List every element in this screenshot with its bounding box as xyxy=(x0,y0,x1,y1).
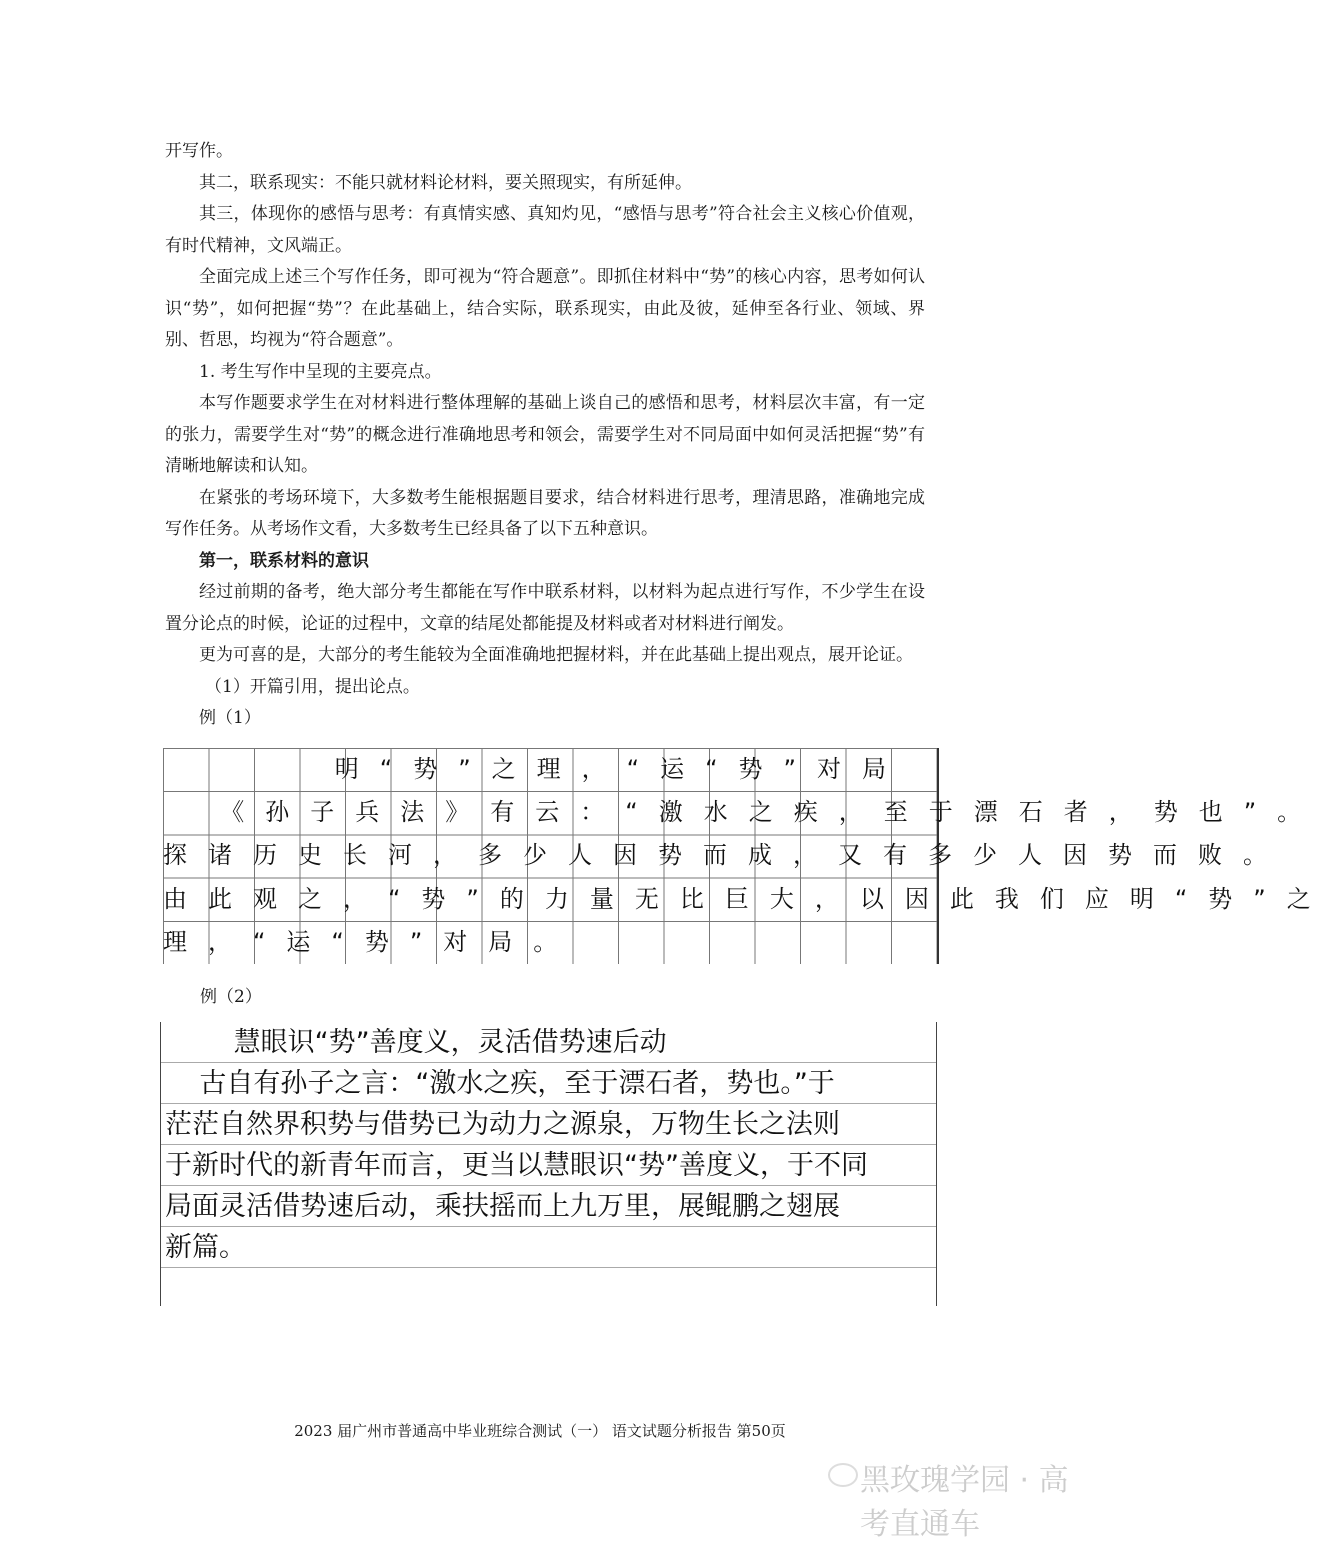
paragraph: 在紧张的考场环境下，大多数考生能根据题目要求，结合材料进行思考，理清思路，准确地完成写作任务。从考场作文看，大多数考生已经具备了以下五种意识。 xyxy=(165,487,925,539)
handwritten-row: 明“势”之理，“运“势”对局 xyxy=(163,755,907,783)
handwritten-line: 新篇。 xyxy=(165,1232,246,1263)
handwritten-row: 探诸历史长河，多少人因势而成，又有多少人因势而败。 xyxy=(163,841,1288,870)
handwritten-example-1 xyxy=(163,748,1332,964)
handwritten-line: 于新时代的新青年而言，更当以慧眼识“势”善度义，于不同 xyxy=(165,1150,868,1181)
paragraph: 其二，联系现实：不能只就材料论材料，要关照现实，有所延伸。 xyxy=(199,172,692,193)
paragraph: 开写作。 xyxy=(165,141,233,161)
paragraph: （1）开篇引用，提出论点。 xyxy=(205,676,420,697)
handwritten-example-2 xyxy=(160,1022,937,1306)
handwritten-row: 理，“运“势”对局。 xyxy=(163,927,579,956)
paragraph: 其三，体现你的感悟与思考：有真情实感、真知灼见，“感悟与思考”符合社会主义核心价值观，有时代精神，文风端正。 xyxy=(165,204,925,256)
wechat-icon xyxy=(828,1463,858,1487)
paragraph: 第一，联系材料的意识 xyxy=(199,550,369,571)
watermark-text: 黑玫瑰学园 · 高考直通车 xyxy=(860,1463,1069,1542)
watermark xyxy=(860,1455,1080,1543)
handwritten-line: 慧眼识“势”善度义，灵活借势速后动 xyxy=(165,1027,667,1058)
paragraph: 经过前期的备考，绝大部分考生都能在写作中联系材料，以材料为起点进行写作，不少学生在设置分论点的时候，论证的过程中，文章的结尾处都能提及材料或者对材料进行阐发。 xyxy=(165,582,925,634)
handwritten-line: 茫茫自然界积势与借势已为动力之源泉，万物生长之法则 xyxy=(165,1109,840,1140)
paragraph: 本写作题要求学生在对材料进行整体理解的基础上谈自己的感悟和思考，材料层次丰富，有一定的张力，需要学生对“势”的概念进行准确地思考和领会，需要学生对不同局面中如何灵活把握“势”有清晰地解读和认知。 xyxy=(165,393,925,476)
handwritten-row: 《孙子兵法》有云：“激水之疾，至于漂石者，势也”。 xyxy=(163,798,1323,827)
example-2-label: 例（2） xyxy=(200,987,262,1007)
handwritten-row: 由此观之，“势”的力量无比巨大，以因此我们应明“势”之 xyxy=(163,884,1332,913)
handwritten-line: 局面灵活借势速后动，乘扶摇而上九万里，展鲲鹏之翅展 xyxy=(165,1191,840,1222)
page-footer: 2023 届广州市普通高中毕业班综合测试（一） 语文试题分析报告 第50页 xyxy=(294,1422,786,1440)
paragraph: 更为可喜的是，大部分的考生能较为全面准确地把握材料，并在此基础上提出观点，展开论证。 xyxy=(199,645,913,665)
paragraph: 例（1） xyxy=(199,708,261,728)
handwritten-line: 古自有孙子之言：“激水之疾，至于漂石者，势也。”于 xyxy=(165,1068,835,1099)
paragraph: 1. 考生写作中呈现的主要亮点。 xyxy=(199,361,442,382)
body-text xyxy=(165,136,925,735)
paragraph: 全面完成上述三个写作任务，即可视为“符合题意”。即抓住材料中“势”的核心内容，思考如何认识“势”，如何把握“势”？在此基础上，结合实际，联系现实，由此及彼，延伸至各行业、领域、界别、哲思，均视为“符合题意”。 xyxy=(165,267,925,350)
